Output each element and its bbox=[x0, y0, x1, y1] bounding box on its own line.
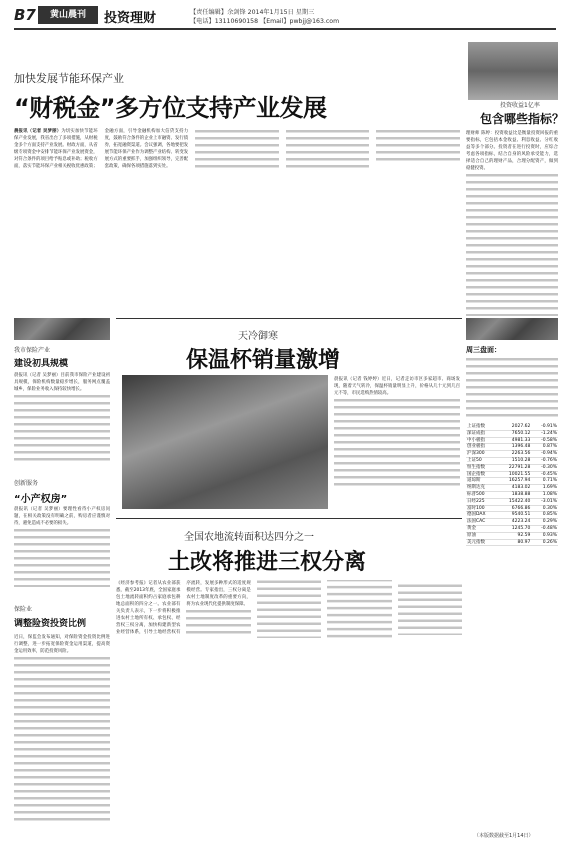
market-index-change: 0.30% bbox=[531, 505, 558, 512]
banner-body: 晨报讯（记者 吴梦丽）目前我市保险产业建设初具规模，保险机构数量稳步增长，服务网点覆盖城乡，保险业务收入保持较快增长。 bbox=[14, 372, 110, 470]
market-title: 周三盘面： bbox=[466, 346, 501, 354]
sidebar-body: 理财师 陈婷：投资收益比是衡量投资回报的重要指标，它包括本金收益、利息收益、分红收益等多个部分。投资者在进行投资时，应综合考虑各项指标，结合自身的风险承受能力，选择适合自己的理财产品，合理分配资产，做到稳健投资。 bbox=[466, 130, 558, 316]
market-row bbox=[466, 498, 558, 505]
market-index-change: 0.26% bbox=[531, 539, 558, 546]
market-index-value: 1396.48 bbox=[497, 444, 532, 451]
market-index-value: 4183.02 bbox=[497, 485, 532, 492]
contact-line: 【电话】13110690158 【Email】pwbjj@163.com bbox=[190, 18, 340, 25]
lead-kicker: 加快发展节能环保产业 bbox=[14, 72, 124, 85]
col3-label: 调整险资投资比例 bbox=[14, 619, 87, 629]
banner-title: 我市保险产业 bbox=[14, 347, 51, 354]
market-index-change: -3.01% bbox=[531, 498, 558, 505]
market-index-name: 原油 bbox=[466, 532, 497, 539]
market-index-change: -0.45% bbox=[531, 471, 558, 478]
market-row bbox=[466, 491, 558, 498]
feature-photo bbox=[122, 375, 328, 509]
market-row bbox=[466, 532, 558, 539]
masthead bbox=[14, 6, 556, 32]
feature-headline: 保温杯销量激增 bbox=[186, 348, 341, 373]
market-row bbox=[466, 478, 558, 485]
market-index-value: 9540.51 bbox=[497, 512, 532, 519]
market-index-change: 0.85% bbox=[531, 512, 558, 519]
market-index-value: 80.97 bbox=[497, 539, 532, 546]
lead-headline: “财税金”多方位支持产业发展 bbox=[14, 94, 327, 122]
market-index-change: -0.58% bbox=[531, 437, 558, 444]
market-index-value: 2263.56 bbox=[497, 451, 532, 458]
market-summary bbox=[466, 356, 558, 418]
market-banner-image bbox=[466, 318, 558, 340]
sidebar-graphic bbox=[468, 42, 558, 100]
col3-body: 近日，保监会发布通知，对保险资金投资比例进行调整，进一步拓宽保险资金运用渠道，提高资金运用效率，防范投资风险。 bbox=[14, 634, 110, 838]
market-index-change: 1.69% bbox=[531, 485, 558, 492]
market-index-value: 4981.33 bbox=[497, 437, 532, 444]
market-index-name: 恒生指数 bbox=[466, 464, 497, 471]
market-index-name: 深证成指 bbox=[466, 430, 497, 437]
market-row bbox=[466, 512, 558, 519]
edition-line: 【责任编辑】余剑锋 2014年1月15日 星期三 bbox=[190, 9, 315, 16]
market-quote-table bbox=[466, 424, 558, 546]
bottom-body: 《经济参考报》记者从农业部获悉，截至2013年底，全国家庭承包土地流转面积约占家庭承包耕地总面积的四分之一。农业部有关负责人表示，下一步将积极推进农村土地所有权、承包权、经营权三权分离，加快构建新型农业经营体系，引导土地经营权有序流转，发展多种形式的适度规模经营。专家指出，三权分离是农村土地制度改革的重要方向，将为农业现代化提供制度保障。 bbox=[116, 580, 462, 836]
market-index-name: 上证50 bbox=[466, 457, 497, 464]
feature-kicker: 天冷御寒 bbox=[238, 331, 278, 342]
market-row bbox=[466, 519, 558, 526]
market-row bbox=[466, 444, 558, 451]
feature-body: 晨报讯（记者 钱婷婷）近日，记者走访市区多家超市、商场发现，随着天气转冷，保温杯销量明显上升，价格从几十元到几百元不等，市民选购热情较高。 bbox=[334, 376, 460, 510]
market-index-change: -0.91% bbox=[531, 424, 558, 430]
banner-label: 建设初具规模 bbox=[14, 359, 69, 369]
market-index-name: 道琼斯 bbox=[466, 478, 497, 485]
market-index-change: 1.08% bbox=[531, 491, 558, 498]
market-table bbox=[466, 424, 558, 824]
market-row bbox=[466, 437, 558, 444]
market-index-value: 22791.28 bbox=[497, 464, 532, 471]
market-row bbox=[466, 424, 558, 430]
bottom-kicker: 全国农地流转面积达四分之一 bbox=[184, 532, 314, 543]
market-index-value: 10021.55 bbox=[497, 471, 532, 478]
market-index-name: 法国CAC bbox=[466, 519, 497, 526]
market-index-name: 标普500 bbox=[466, 491, 497, 498]
market-index-change: 0.29% bbox=[531, 519, 558, 526]
market-footer: （本版数据截至1月14日） bbox=[474, 833, 534, 839]
col2-label: “小产权房” bbox=[14, 494, 68, 505]
market-row bbox=[466, 464, 558, 471]
market-index-value: 1510.28 bbox=[497, 457, 532, 464]
market-index-value: 2027.62 bbox=[497, 424, 532, 430]
market-index-value: 6766.86 bbox=[497, 505, 532, 512]
col2-body: 晨报讯（记者 吴梦丽）要理性看待小产权房问题，在相关政策没有明确之前，购房者应谨慎对待，避免造成不必要的损失。 bbox=[14, 506, 110, 596]
market-index-value: 1245.70 bbox=[497, 525, 532, 532]
market-index-change: -0.48% bbox=[531, 525, 558, 532]
market-index-change: -0.94% bbox=[531, 451, 558, 458]
col3-label-small: 保险业 bbox=[14, 606, 33, 613]
market-index-name: 黄金 bbox=[466, 525, 497, 532]
feature-rule bbox=[116, 318, 462, 319]
market-index-change: 0.71% bbox=[531, 478, 558, 485]
market-index-value: 1838.88 bbox=[497, 491, 532, 498]
market-index-change: -1.24% bbox=[531, 430, 558, 437]
bottom-headline: 土改将推进三权分离 bbox=[168, 550, 367, 575]
market-index-change: 0.87% bbox=[531, 444, 558, 451]
market-index-value: 7650.12 bbox=[497, 430, 532, 437]
market-row bbox=[466, 471, 558, 478]
market-row bbox=[466, 457, 558, 464]
market-index-name: 中小板指 bbox=[466, 437, 497, 444]
page-number: B7 bbox=[14, 6, 36, 24]
market-index-name: 上证指数 bbox=[466, 424, 497, 430]
lead-body: 晨报讯（记者 吴梦丽）为切实加快节能环保产业发展，我省出台了多项措施，从财税金多个方面支持产业发展。财政方面，从省级专项资金中安排节能环保产业发展资金，对符合条件的项目给予贴息或补助；税收方面，落实节能环保产业相关税收优惠政策；金融方面，引导金融机构加大信贷支持力度，鼓励符合条件的企业上市融资、发行债券，拓宽融资渠道。会议强调，各地要把发展节能环保产业作为调整产业结构、转变发展方式的重要抓手，加强组织领导，完善配套政策，确保各项措施落到实处。 bbox=[14, 128, 460, 313]
market-row bbox=[466, 430, 558, 437]
market-row bbox=[466, 451, 558, 458]
market-index-name: 德国DAX bbox=[466, 512, 497, 519]
market-row bbox=[466, 485, 558, 492]
market-index-name: 国企指数 bbox=[466, 471, 497, 478]
sidebar-title-small: 投资收益1亿率 bbox=[500, 102, 540, 109]
sidebar-title: 包含哪些指标？ bbox=[480, 112, 565, 126]
section-title: 投资理财 bbox=[104, 11, 157, 26]
market-index-change: 0.93% bbox=[531, 532, 558, 539]
market-index-name: 日经225 bbox=[466, 498, 497, 505]
market-row bbox=[466, 505, 558, 512]
market-index-name: 沪深300 bbox=[466, 451, 497, 458]
market-index-name: 富时100 bbox=[466, 505, 497, 512]
left-banner-image bbox=[14, 318, 110, 340]
market-index-value: 16257.94 bbox=[497, 478, 532, 485]
col2-label-small: 创新服务 bbox=[14, 480, 39, 487]
market-index-change: -0.30% bbox=[531, 464, 558, 471]
market-index-name: 美元指数 bbox=[466, 539, 497, 546]
market-index-value: 92.59 bbox=[497, 532, 532, 539]
market-index-change: -0.76% bbox=[531, 457, 558, 464]
market-row bbox=[466, 539, 558, 546]
market-index-name: 纳斯达克 bbox=[466, 485, 497, 492]
paper-logo: 黄山晨刊 bbox=[38, 6, 98, 24]
market-index-value: 4223.24 bbox=[497, 519, 532, 526]
market-index-name: 创业板指 bbox=[466, 444, 497, 451]
bottom-rule bbox=[116, 518, 462, 519]
market-row bbox=[466, 525, 558, 532]
masthead-rule bbox=[14, 28, 556, 30]
market-index-value: 15422.40 bbox=[497, 498, 532, 505]
